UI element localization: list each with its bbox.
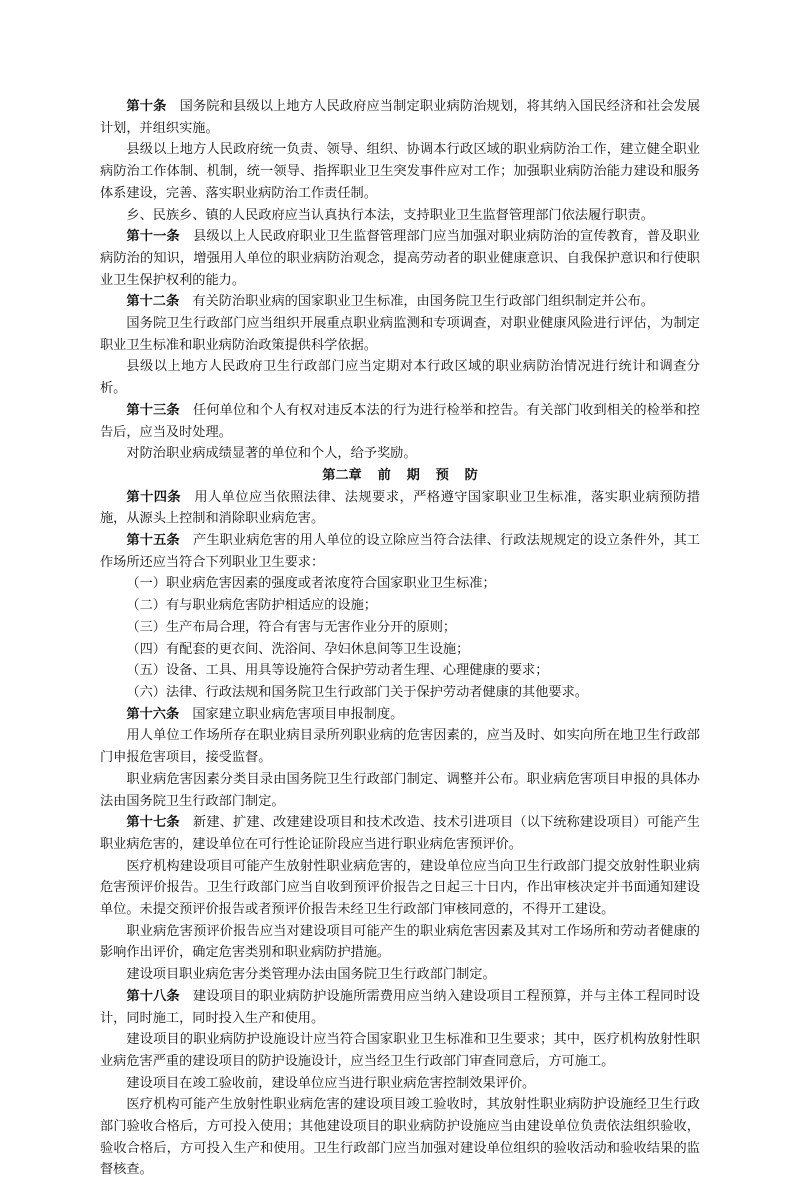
article-paragraph bbox=[100, 291, 700, 313]
chapter-heading-part: 期 bbox=[406, 467, 420, 483]
paragraph-text: 新建、扩建、改建建设项目和技术改造、技术引进项目（以下统称建设项目）可能产生职业病危害的，建设单位在可行性论证阶段应当进行职业病危害预评价。 bbox=[100, 815, 700, 852]
article-paragraph bbox=[100, 986, 700, 1029]
article-number: 第十六条 bbox=[126, 706, 180, 722]
article-number: 第十八条 bbox=[126, 988, 180, 1004]
paragraph-text: 县级以上地方人民政府统一负责、领导、组织、协调本行政区域的职业病防治工作，建立健全职业病防治工作体制、机制，统一领导、指挥职业卫生突发事件应对工作；加强职业病防治能力建设和服务体系建设，完善、落实职业病防治工作责任制。 bbox=[100, 142, 700, 201]
paragraph bbox=[100, 856, 700, 921]
article-number: 第十四条 bbox=[126, 489, 182, 505]
paragraph-text: 产生职业病危害的用人单位的设立除应当符合法律、行政法规规定的设立条件外，其工作场所还应当符合下列职业卫生要求： bbox=[100, 533, 700, 570]
article-paragraph bbox=[100, 400, 700, 443]
paragraph-text: 职业病危害预评价报告应当对建设项目可能产生的职业病危害因素及其对工作场所和劳动者健康的影响作出评价，确定危害类别和职业病防护措施。 bbox=[100, 923, 700, 961]
list-item bbox=[100, 682, 700, 704]
paragraph-text: 县级以上地方人民政府卫生行政部门应当定期对本行政区域的职业病防治情况进行统计和调查分析。 bbox=[100, 359, 700, 397]
paragraph bbox=[100, 1073, 700, 1095]
article-number: 第十条 bbox=[126, 99, 167, 114]
paragraph-text: 医疗机构建设项目可能产生放射性职业病危害的，建设单位应当向卫生行政部门提交放射性职业病危害预评价报告。卫生行政部门应当自收到预评价报告之日起三十日内，作出审核决定并书面通知建设单位。未提交预评价报告或者预评价报告未经卫生行政部门审核同意的，不得开工建设。 bbox=[100, 858, 700, 918]
document-page bbox=[100, 96, 700, 1181]
paragraph-text: 职业病危害因素分类目录由国务院卫生行政部门制定、调整并公布。职业病危害项目申报的具体办法由国务院卫生行政部门制定。 bbox=[100, 771, 700, 809]
paragraph-text: （三）生产布局合理，符合有害与无害作业分开的原则； bbox=[126, 619, 457, 635]
paragraph bbox=[100, 443, 700, 465]
paragraph-text: 建设项目的职业病防护设施所需费用应当纳入建设项目工程预算，并与主体工程同时设计，同时施工，同时投入生产和使用。 bbox=[100, 988, 700, 1026]
paragraph-text: 建设项目职业病危害分类管理办法由国务院卫生行政部门制定。 bbox=[126, 967, 496, 983]
paragraph bbox=[100, 1094, 700, 1181]
article-number: 第十三条 bbox=[126, 402, 180, 418]
article-paragraph bbox=[100, 812, 700, 855]
paragraph bbox=[100, 313, 700, 356]
paragraph-text: 用人单位应当依照法律、法规要求，严格遵守国家职业卫生标准，落实职业病预防措施，从源头上控制和消除职业病危害。 bbox=[100, 489, 701, 527]
paragraph-text: （二）有与职业病危害防护相适应的设施； bbox=[126, 598, 377, 614]
paragraph bbox=[100, 921, 700, 964]
article-paragraph bbox=[100, 96, 700, 139]
chapter-heading-part: 第二章 bbox=[322, 467, 362, 483]
paragraph-text: 乡、民族乡、镇的人民政府应当认真执行本法，支持职业卫生监督管理部门依法履行职责。 bbox=[126, 207, 654, 223]
chapter-heading-part: 前 bbox=[377, 467, 391, 483]
article-paragraph bbox=[100, 530, 700, 573]
list-item bbox=[100, 639, 700, 661]
paragraph-text: （四）有配套的更衣间、洗浴间、孕妇休息间等卫生设施； bbox=[126, 641, 470, 657]
list-item bbox=[100, 617, 700, 639]
chapter-heading-part: 防 bbox=[464, 467, 478, 483]
paragraph-text: （五）设备、工具、用具等设施符合保护劳动者生理、心理健康的要求； bbox=[126, 663, 549, 679]
paragraph-text: 国家建立职业病危害项目申报制度。 bbox=[192, 706, 404, 722]
paragraph bbox=[100, 769, 700, 812]
article-number: 第十五条 bbox=[126, 533, 180, 549]
paragraph-text: 国务院卫生行政部门应当组织开展重点职业病监测和专项调查，对职业健康风险进行评估，为制定职业卫生标准和职业病防治政策提供科学依据。 bbox=[100, 316, 700, 353]
list-item bbox=[100, 573, 700, 595]
paragraph-text: 国务院和县级以上地方人民政府应当制定职业病防治规划，将其纳入国民经济和社会发展计划，并组织实施。 bbox=[100, 99, 701, 136]
article-number: 第十二条 bbox=[126, 294, 180, 310]
paragraph bbox=[100, 964, 700, 986]
paragraph-text: 县级以上人民政府职业卫生监督管理部门应当加强对职业病防治的宣传教育，普及职业病防治的知识，增强用人单位的职业病防治观念，提高劳动者的职业健康意识、自我保护意识和行使职业卫生保护权利的能力。 bbox=[100, 229, 700, 288]
paragraph bbox=[100, 725, 700, 768]
paragraph bbox=[100, 205, 700, 227]
article-paragraph bbox=[100, 704, 700, 726]
paragraph-text: 有关防治职业病的国家职业卫生标准，由国务院卫生行政部门组织制定并公布。 bbox=[192, 294, 654, 310]
paragraph-text: （一）职业病危害因素的强度或者浓度符合国家职业卫生标准； bbox=[126, 576, 496, 592]
paragraph-text: 对防治职业病成绩显著的单位和个人，给予奖励。 bbox=[126, 446, 417, 462]
paragraph-text: （六）法律、行政法规和国务院卫生行政部门关于保护劳动者健康的其他要求。 bbox=[126, 684, 588, 700]
article-number: 第十七条 bbox=[126, 815, 180, 831]
article-paragraph bbox=[100, 487, 700, 530]
paragraph bbox=[100, 1029, 700, 1072]
list-item bbox=[100, 660, 700, 682]
paragraph-text: 任何单位和个人有权对违反本法的行为进行检举和控告。有关部门收到相关的检举和控告后，应当及时处理。 bbox=[100, 402, 700, 440]
article-number: 第十一条 bbox=[126, 229, 180, 245]
paragraph bbox=[100, 356, 700, 399]
paragraph-text: 用人单位工作场所存在职业病目录所列职业病的危害因素的，应当及时、如实向所在地卫生行政部门申报危害项目，接受监督。 bbox=[100, 728, 700, 766]
paragraph-text: 建设项目在竣工验收前，建设单位应当进行职业病危害控制效果评价。 bbox=[126, 1075, 536, 1091]
chapter-heading bbox=[100, 465, 700, 487]
paragraph bbox=[100, 139, 700, 204]
article-paragraph bbox=[100, 226, 700, 291]
paragraph-text: 建设项目的职业病防护设施设计应当符合国家职业卫生标准和卫生要求；其中，医疗机构放射性职业病危害严重的建设项目的防护设施设计，应当经卫生行政部门审查同意后，方可施工。 bbox=[100, 1032, 700, 1069]
paragraph-text: 医疗机构可能产生放射性职业病危害的建设项目竣工验收时，其放射性职业病防护设施经卫生行政部门验收合格后，方可投入使用；其他建设项目的职业病防护设施应当由建设单位负责依法组织验收，验收合格后，方可投入生产和使用。卫生行政部门应当加强对建设单位组织的验收活动和验收结果的监督核查。 bbox=[100, 1097, 700, 1178]
list-item bbox=[100, 595, 700, 617]
chapter-heading-part: 预 bbox=[435, 467, 449, 483]
